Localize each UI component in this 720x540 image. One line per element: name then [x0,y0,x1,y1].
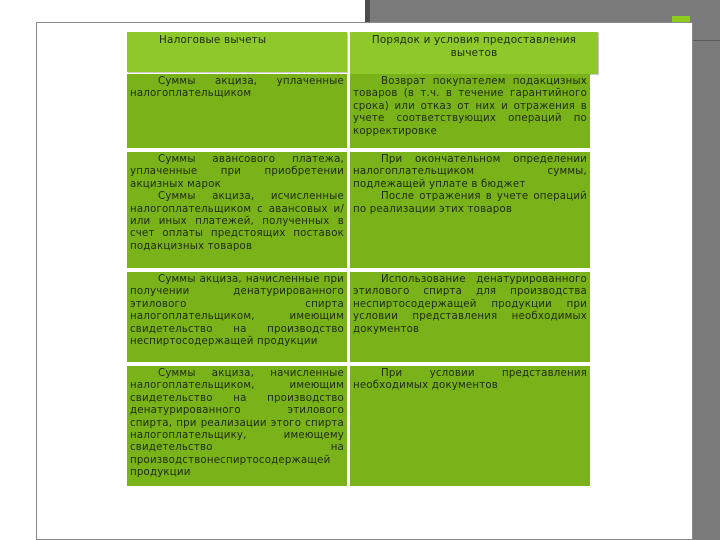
row-2-left-text-1: Суммы авансового платежа, уплаченные при приобретении акцизных марок [130,154,344,190]
row-2-condition [350,152,590,268]
row-1-right-text: Возврат покупателем подакцизных товаров (в т.ч. в течение гарантийного срока) или отказ от них и отражения в учете соответствующих операций по корректировке [353,76,587,137]
header-left-text: Налоговые вычеты [159,34,267,46]
row-2-left-text-2: Суммы акциза, исчисленные налогоплательщиком с авансовых и/или иных платежей, полученных в счет оплаты предстоящих поставок подакцизных товаров [130,191,344,252]
row-4-deduction [127,366,347,486]
row-2-right-text-2: После отражения в учете операций по реализации этих товаров [353,191,587,215]
row-3-condition [350,272,590,362]
row-3-left-text: Суммы акциза, начисленные при получении денатурированного этилового спирта налогоплательщиком, имеющим свидетельство на производство неспиртосодержащей продукции [130,274,344,348]
row-1-condition [350,74,590,148]
header-right-text: Порядок и условия предоставления вычетов [371,34,577,59]
row-4-left-text: Суммы акциза, начисленные налогоплательщиком, имеющим свидетельство на производство денатурированного этилового спирта, при реализации этого спирта налогоплательщику, имеющему свидетельство на производствонеспиртосодержащей продукции [130,368,344,479]
slide-frame-right [690,0,720,540]
row-2-deduction [127,152,347,268]
header-conditions [350,32,598,74]
row-3-deduction [127,272,347,362]
row-4-condition [350,366,590,486]
row-1-left-text: Суммы акциза, уплаченные налогоплательщиком [130,76,344,100]
row-1-deduction [127,74,347,148]
row-4-right-text: При условии представления необходимых документов [353,368,587,392]
header-tax-deductions [127,32,347,72]
row-3-right-text: Использование денатурированного этилового спирта для производства неспиртосодержащей продукции при условии представления необходимых документов [353,274,587,335]
row-2-right-text-1: При окончательном определении налогоплательщиком суммы, подлежащей уплате в бюджет [353,154,587,190]
